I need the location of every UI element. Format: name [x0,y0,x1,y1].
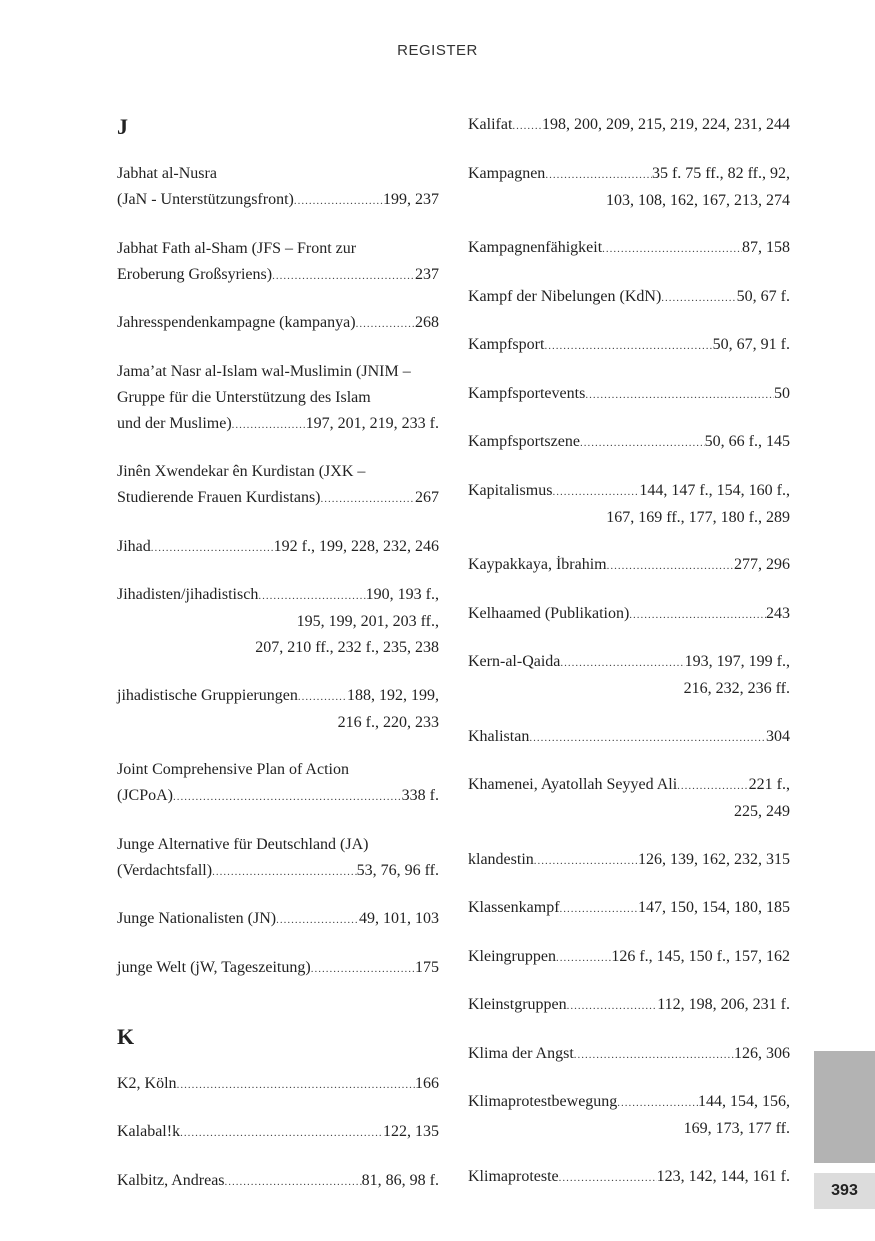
entry-leader-line [468,429,790,456]
entry-term: junge Welt (jW, Tageszeitung) [117,958,311,976]
dot-leader [574,1042,734,1068]
index-entry [117,906,439,933]
dot-leader [580,430,705,456]
dot-leader [559,1165,657,1191]
entry-text-line: Jabhat al-Nusra [117,165,217,182]
entry-leader-line [117,411,439,438]
section-letter-k: K [117,1023,135,1049]
dot-leader [225,1169,362,1195]
entry-term: Klimaproteste [468,1167,559,1185]
entry-pages: 338 f. [401,787,439,804]
entry-pages: 221 f., [748,776,790,793]
dot-leader [560,896,638,922]
entry-pages-continued: 169, 173, 177 ff. [683,1120,790,1137]
entry-text-line: Jama’at Nasr al-Islam wal-Muslimin (JNIM – [117,362,411,380]
index-entry [468,284,790,311]
entry-pages: 112, 198, 206, 231 f. [657,996,790,1013]
dot-leader [661,285,736,311]
index-entry [117,459,439,512]
entry-pages-continued: 195, 199, 201, 203 ff., [296,613,439,630]
entry-leader-line [117,262,439,289]
entry-pages: 190, 193 f., [365,586,439,603]
entry-leader-line [468,601,790,628]
entry-leader-line [468,478,790,505]
entry-term: Kampfsportszene [468,433,580,450]
index-entry [117,236,439,289]
dot-leader [552,479,639,505]
entry-leader-line [117,187,439,214]
entry-term: Khamenei, Ayatollah Seyyed Ali [468,776,678,793]
entry-term: Kalifat [468,116,513,133]
entry-term: Eroberung Großsyriens) [117,265,273,283]
entry-term: Kern-al-Qaida [468,653,561,670]
entry-pages-continued: 225, 249 [734,803,790,820]
entry-pages-continued: 207, 210 ff., 232 f., 235, 238 [255,639,439,656]
entry-pages-continued: 167, 169 ff., 177, 180 f., 289 [606,508,790,526]
entry-leader-line [468,235,790,262]
entry-term: Kleinstgruppen [468,996,567,1013]
dot-leader [258,583,365,609]
entry-leader-line [468,992,790,1019]
index-entry [468,332,790,359]
entry-leader-line [468,649,790,676]
dot-leader [529,725,766,751]
entry-leader-line [117,1071,439,1098]
entry-term: Kampagnen [468,164,546,182]
entry-term: Kapitalismus [468,481,553,499]
dot-leader [567,993,658,1019]
thumb-index-tab [814,1051,875,1163]
entry-pages-continued: 216 f., 220, 233 [337,713,439,731]
dot-leader [272,263,415,289]
entry-leader-line [117,858,439,885]
dot-leader [512,113,542,139]
entry-pages: 87, 158 [742,239,790,256]
entry-pages: 50, 67, 91 f. [712,336,790,353]
dot-leader [276,907,359,933]
index-entry [117,359,439,438]
dot-leader [311,956,415,982]
entry-leader-line [117,310,439,337]
entry-text-line: Gruppe für die Unterstützung des Islam [117,388,371,406]
entry-pages: 50, 67 f. [736,287,790,305]
entry-term: klandestin [468,850,534,868]
entry-pages: 53, 76, 96 ff. [356,861,439,879]
entry-pages: 304 [766,727,790,745]
entry-term: Kampfsport [468,336,545,353]
index-entry [117,1071,439,1098]
index-entry [468,992,790,1019]
entry-leader-line [117,783,439,810]
dot-leader [321,486,415,512]
dot-leader [232,412,306,438]
dot-leader [212,859,357,885]
entry-term: (Verdachtsfall) [117,861,213,879]
entry-term: Kleingruppen [468,947,556,965]
index-entry [117,955,439,982]
entry-pages: 193, 197, 199 f., [684,653,790,670]
entry-leader-line [468,1164,790,1191]
index-entry [468,601,790,628]
index-entry [468,1164,790,1191]
dot-leader [298,684,347,710]
entry-leader-line [468,847,790,874]
entry-text-line: Jinên Xwendekar ên Kurdistan (JXK – [117,463,366,480]
index-entry [468,478,790,531]
entry-pages: 198, 200, 209, 215, 219, 224, 231, 244 [542,116,790,133]
entry-pages: 126, 139, 162, 232, 315 [638,850,790,868]
entry-pages: 50 [774,384,790,402]
dot-leader [180,1120,383,1146]
index-entry [468,895,790,922]
index-entry [117,161,439,214]
entry-term: Kampagnenfähigkeit [468,239,603,256]
entry-term: Jihadisten/jihadistisch [117,586,259,603]
entry-pages: 166 [415,1074,439,1092]
index-entry [468,1041,790,1068]
entry-term: Studierende Frauen Kurdistans) [117,489,321,506]
dot-leader [629,602,766,628]
right-column-entries [468,112,790,1191]
entry-leader-line [468,944,790,971]
entry-leader-line [468,895,790,922]
entry-leader-line [117,582,439,609]
dot-leader [545,162,652,188]
index-entry [468,1089,790,1142]
entry-pages: 267 [415,489,439,506]
index-entry [117,683,439,736]
index-entry [468,429,790,456]
index-entry [468,235,790,262]
index-entry [468,724,790,751]
dot-leader [602,236,742,262]
dot-leader [585,382,774,408]
index-entry [117,1119,439,1146]
entry-leader-line [468,332,790,359]
entry-pages: 81, 86, 98 f. [361,1171,439,1189]
entry-text-line: Jabhat Fath al-Sham (JFS – Front zur [117,239,357,257]
entry-pages: 147, 150, 154, 180, 185 [638,899,790,916]
dot-leader [173,784,402,810]
entry-term: Kelhaamed (Publikation) [468,604,630,622]
right-column [468,112,790,1212]
index-entry [468,847,790,874]
entry-pages: 237 [415,265,439,283]
index-entry [117,310,439,337]
entry-leader-line [468,161,790,188]
section-k-entries [117,1071,439,1195]
entry-pages: 126, 306 [734,1044,790,1062]
dot-leader [677,773,749,799]
entry-term: Khalistan [468,727,530,745]
entry-term: Junge Nationalisten (JN) [117,910,277,927]
entry-pages: 144, 147 f., 154, 160 f., [639,481,790,499]
page-number: 393 [814,1173,875,1209]
index-entry [117,832,439,885]
entry-term: (JCPoA) [117,787,174,804]
entry-pages: 175 [415,958,439,976]
entry-leader-line [117,485,439,512]
entry-pages: 199, 237 [383,191,439,208]
dot-leader [560,650,684,676]
dot-leader [617,1090,698,1116]
entry-term: Kampf der Nibelungen (KdN) [468,287,662,305]
index-entry [117,1168,439,1195]
entry-term: Klima der Angst [468,1044,574,1062]
entry-pages: 268 [415,314,439,331]
entry-pages: 243 [766,604,790,622]
entry-pages: 197, 201, 219, 233 f. [305,414,439,432]
dot-leader [151,535,274,561]
left-column [117,112,439,1216]
entry-term: (JaN - Unterstützungsfront) [117,191,294,208]
entry-term: K2, Köln [117,1074,177,1092]
entry-text-line: Joint Comprehensive Plan of Action [117,761,349,778]
entry-pages: 277, 296 [734,556,790,573]
section-j-entries [117,161,439,982]
entry-pages: 122, 135 [383,1123,439,1140]
index-entry [468,649,790,702]
entry-term: Kalbitz, Andreas [117,1171,225,1189]
entry-pages: 144, 154, 156, [698,1093,790,1110]
dot-leader [607,553,734,579]
entry-leader-line [117,955,439,982]
entry-term: und der Muslime) [117,414,232,432]
entry-term: Kaypakkaya, İbrahim [468,556,607,573]
entry-term: Kampfsportevents [468,384,586,402]
index-entry [117,757,439,810]
entry-leader-line [468,381,790,408]
entry-leader-line [468,1041,790,1068]
entry-term: jihadistische Gruppierungen [117,686,298,704]
dot-leader [544,333,712,359]
entry-term: Klimaprotestbewegung [468,1093,618,1110]
index-entry [117,582,439,661]
entry-leader-line [117,906,439,933]
entry-leader-line [468,772,790,799]
entry-pages-continued: 216, 232, 236 ff. [683,680,790,697]
index-entry [468,161,790,214]
entry-term: Klassenkampf [468,899,560,916]
index-entry [468,552,790,579]
dot-leader [294,188,383,214]
entry-pages: 192 f., 199, 228, 232, 246 [273,537,439,555]
entry-term: Jihad [117,537,151,555]
index-entry [468,381,790,408]
entry-pages-continued: 103, 108, 162, 167, 213, 274 [606,191,790,209]
index-entry [468,772,790,825]
entry-term: Jahresspendenkampagne (kampanya) [117,314,356,331]
dot-leader [556,945,611,971]
entry-leader-line [468,112,790,139]
entry-leader-line [468,1089,790,1116]
dot-leader [177,1072,415,1098]
index-entry [468,944,790,971]
entry-pages: 49, 101, 103 [359,910,439,927]
entry-term: Kalabal!k [117,1123,181,1140]
entry-pages: 126 f., 145, 150 f., 157, 162 [611,947,790,965]
entry-pages: 35 f. 75 ff., 82 ff., 92, [651,164,790,182]
entry-leader-line [117,683,439,710]
entry-text-line: Junge Alternative für Deutschland (JA) [117,835,369,853]
running-title: REGISTER [397,42,478,59]
section-letter-j: J [117,114,128,139]
dot-leader [534,848,638,874]
entry-leader-line [468,284,790,311]
entry-pages: 50, 66 f., 145 [704,433,790,450]
index-entry [468,112,790,139]
entry-pages: 188, 192, 199, [347,686,439,704]
entry-pages: 123, 142, 144, 161 f. [656,1167,790,1185]
index-entry [117,534,439,561]
dot-leader [356,311,415,337]
entry-leader-line [468,724,790,751]
entry-leader-line [117,534,439,561]
entry-leader-line [468,552,790,579]
entry-leader-line [117,1168,439,1195]
entry-leader-line [117,1119,439,1146]
